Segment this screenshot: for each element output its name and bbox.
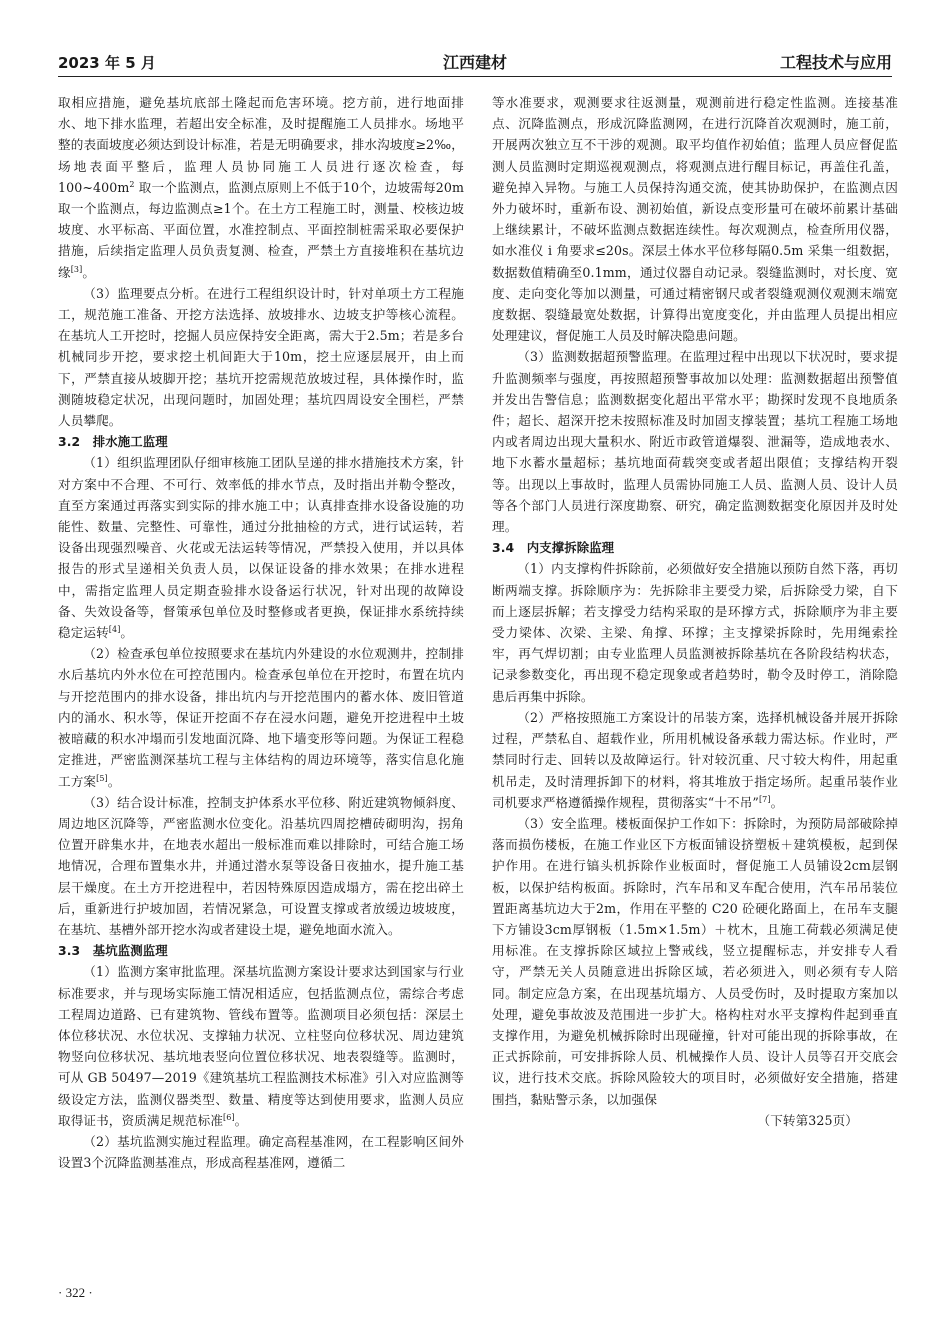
paragraph — [58, 92, 464, 283]
paragraph-text: 。 — [120, 625, 134, 641]
right-column — [492, 92, 898, 1131]
citation: [7] — [758, 794, 771, 804]
paragraph-text: （1）监测方案审批监理。深基坑监测方案设计要求达到国家与行业标准要求，并与现场实际施工情况相适应，包括监测点位，需综合考虑工程周边道路、已有建筑物、管线布置等。监测项目必须包括：深层土体位移状况、水位状况、支撑轴力状况、立柱竖向位移状况、周边建筑物竖向位移状况、基坑地表竖向位置位移状况、地表裂缝等。监测时，可从 GB 50497—2019《建筑基坑工程监测技术标准》引入对应监测等级设定方法，监测仪器类型、数量、精度等达到使用要求，监测人员应取得证书，资质满足规范标准 — [58, 964, 464, 1128]
paragraph: （3）结合设计标准，控制支护体系水平位移、附近建筑物倾斜度、周边地区沉降等，严密监测水位变化。沿基坑四周挖槽砖砌明沟，拐角位置开辟集水井，在地表水超出一般标准而难以排除时，可结合施工场地情况，合理布置集水井，并通过潜水泵等设备日夜抽水，提升施工基层干燥度。在土方开挖进程中，若因特殊原因造成塌方，需在挖出碎土后，重新进行护坡加固，若情况紧急，可设置支撑或者放缓边坡坡度，在基坑、基槽外部开挖水沟或者建设土堤，避免地面水流入。 — [58, 794, 464, 937]
paragraph: （3）安全监理。楼板面保护工作如下：拆除时，为预防局部破除掉落而损伤楼板，在施工作业区下方板面铺设挤塑板＋建筑模板，起到保护作用。在进行镐头机拆除作业板面时，督促施工人员铺设2cm层钢板，以保护结构板面。拆除时，汽车吊和叉车配合使用，汽车吊吊装位置距离基坑边大于2m，作用在平整的 C20 砼硬化路面上，在吊车支腿下方铺设3cm厚钢板（1.5m×1.5m）＋枕木，且施工荷载必须满足使用标准。在支撑拆除区域拉上警戒线，竖立提醒标志，并安排专人看守，严禁无关人员随意进出拆除区域，若必须进入，则必须有专人陪同。制定应急方案，在出现基坑塌方、人员受伤时，及时提取方案加以处理，避免事故波及范围进一步扩大。格构柱对水平支撑构件起到垂直支撑作用，为避免机械拆除时出现碰撞，针对可能出现的拆除事故，在正式拆除前，可安排拆除人员、机械操作人员、设计人员等召开交底会议，进行技术交底。拆除风险较大的项目时，必须做好安全措施，搭建围挡，黏贴警示条，以加强保 — [492, 815, 898, 1107]
header-date: 2023 年 5 月 — [58, 54, 156, 72]
paragraph — [58, 643, 464, 791]
page-number: · 322 · — [58, 1285, 93, 1300]
paragraph-text: （2）严格按照施工方案设计的吊装方案，选择机械设备并展开拆除过程，严禁私自、超载作业，所用机械设备承载力需达标。作业时，严禁同时行走、回转以及故障运行。针对较沉重、尺寸较大构件，用起重机吊走，及时清理拆卸下的材料，将其堆放于指定场所。起重吊装作业司机要求严格遵循操作规程，贯彻落实“十不吊” — [492, 709, 898, 810]
header-section: 工程技术与应用 — [779, 53, 892, 72]
paragraph: （2）基坑监测实施过程监理。确定高程基准网，在工程影响区间外设置3个沉降监测基准点，形成高程基准网，遵循二 — [58, 1133, 464, 1171]
left-column — [58, 92, 464, 1173]
paragraph: 等水准要求，观测要求往返测量，观测前进行稳定性监测。连接基准点、沉降监测点，形成沉降监测网，在进行沉降首次观测时，施工前，开展两次独立互不干涉的观测。取平均值作初始值；监理人员应督促监测人员监测时定期巡视观测点，将观测点进行醒目标记，再盖住孔盖，避免掉入异物。与施工人员保持沟通交流，使其协助保护，在监测点因外力破坏时，重新布设、测初始值，新设点变形量可在破坏前累计基础上继续累计，不破坏监测点数据连续性。每次观测点，检查所用仪器，如水准仪 i 角要求≤20s。深层土体水平位移每隔0.5m 采集一组数据，数据数值精确至0.1mm，通过仪器自动记录。裂缝监测时，对长度、宽度、走向变化等加以测量，可通过精密钢尺或者裂缝观测仪观测末端宽度数据、裂缝最宽处数据，计算得出宽度变化，并由监理人员提出相应处理建议，督促施工人员及时解决隐患问题。 — [492, 95, 898, 344]
citation: [4] — [108, 624, 121, 634]
paragraph-text: 。 — [770, 794, 784, 810]
paragraph: （3）监测数据超预警监理。在监理过程中出现以下状况时，要求提升监测频率与强度，再按照超预警事故加以处理：监测数据超出预警值并发出告警信息；监测数据变化超出平常水平；勘探时发现不良地质条件；超长、超深开挖未按照标准及时加固支撑装置；基坑工程施工场地内或者周边出现大量积水、附近市政管道爆裂、泄漏等，造成地表水、地下水蓄水量超标；基坑地面荷载突变或者超出限值；支撑结构开裂等。出现以上事故时，监理人员需协同施工人员、监测人员、设计人员等各个部门人员进行深度勘察、研究，确定监测数据变化原因并及时处理。 — [492, 349, 898, 535]
paragraph: （3）监理要点分析。在进行工程组织设计时，针对单项土方工程施工，规范施工准备、开挖方法选择、放坡排水、边坡支护等核心流程。在基坑人工开挖时，挖掘人员应保持安全距离，需大于2.5m；若是多台机械同步开挖，要求挖土机间距大于10m，挖土应逐层展开，由上而下，严禁直接从坡脚开挖；基坑开挖需规范放坡过程，具体操作时，监测随坡稳定状况，出现问题时，加固处理；基坑四周设安全围栏，严禁人员攀爬。 — [58, 285, 464, 429]
section-heading-3-4: 3.4 内支撑拆除监理 — [492, 540, 615, 556]
paragraph-text: 。 — [234, 1112, 248, 1128]
paragraph-text: （1）组织监理团队仔细审核施工团队呈递的排水措施技术方案，针对方案中不合理、不可行、效率低的排水节点，及时指出并勒令整改，直至方案通过再落实到实际的排水施工中；认真排查排水设备设施的功能性、数量、完整性、可靠性，通过分批抽检的方式，进行试运转，若设备出现强烈噪音、火花或无法运转等情况，严禁投入使用，并以具体报告的形式呈递相关负责人员，以保证设备的排水效果；在排水进程中，需指定监理人员定期查验排水设备运行状况，针对出现的故障设备、失效设备等，督策承包单位及时整修或者更换，保证排水系统持续稳定运转 — [58, 455, 464, 641]
continued-note: （下转第325页） — [757, 1112, 858, 1128]
paragraph: （1）内支撑构件拆除前，必须做好安全措施以预防自然下落，再切断两端支撑。拆除顺序为：先拆除非主要受力梁，后拆除受力梁，自下而上逐层拆解；若支撑受力结构采取的是环撑方式，拆除顺序为非主要受力梁体、次梁、主梁、角撑、环撑；主支撑梁拆除时，先用绳索拴牢，再气焊切割；由专业监理人员监测被拆除基坑在各阶段结构状态，记录参数变化，再出现不稳定现象或者趋势时，勒令及时停工，消除隐患后再集中拆除。 — [492, 561, 898, 704]
citation: [6] — [223, 1112, 235, 1122]
paragraph-text: （2）检查承包单位按照要求在基坑内外建设的水位观测井，控制排水后基坑内外水位在可控范围内。检查承包单位在开挖时，布置在坑内与开挖范围内的排水设备，排出坑内与开挖范围内的蓄水体、废旧管道内的涌水、积水等，保证开挖面不存在浸水问题，避免开挖进程中土坡被暗藏的积水冲塌而引发地面沉降、地下墙变形等问题。为保证工程稳定推进，严密监测深基坑工程与主体结构的周边环境等，落实信息化施工方案 — [58, 646, 464, 789]
paragraph-text: 。 — [107, 773, 121, 789]
page-header — [58, 50, 892, 77]
section-heading-3-3: 3.3 基坑监测监理 — [58, 943, 168, 959]
paragraph-text: 取一个监测点，监测点原则上不低于10个，边坡需每20m取一个监测点，每边监测点≥1个。在土方工程施工时，测量、校核边坡坡度、水平标高、平面位置，水准控制点、平面控制桩需采取必要保护措施，后续指定监理人员负责复测、检查，严禁土方直接堆积在基坑边缘 — [58, 179, 464, 280]
paragraph — [58, 452, 464, 643]
section-heading-3-2: 3.2 排水施工监理 — [58, 434, 168, 450]
citation: [5] — [96, 773, 108, 783]
superscript: 2 — [129, 179, 135, 189]
citation: [3] — [70, 264, 83, 274]
header-journal-title: 江西建材 — [442, 53, 507, 72]
paragraph-text: 取相应措施，避免基坑底部土隆起而危害环境。挖方前，进行地面排水、地下排水监理，若超出安全标准，及时提醒施工人员排水。场地平整的表面坡度必须达到设计标准，若是无明确要求，排水沟坡度≥2‰，场地表面平整后，监理人员协同施工人员进行逐次检查，每100~400m — [58, 95, 464, 195]
paragraph — [58, 961, 464, 1131]
paragraph — [492, 707, 898, 813]
paragraph-text: 。 — [82, 264, 96, 280]
